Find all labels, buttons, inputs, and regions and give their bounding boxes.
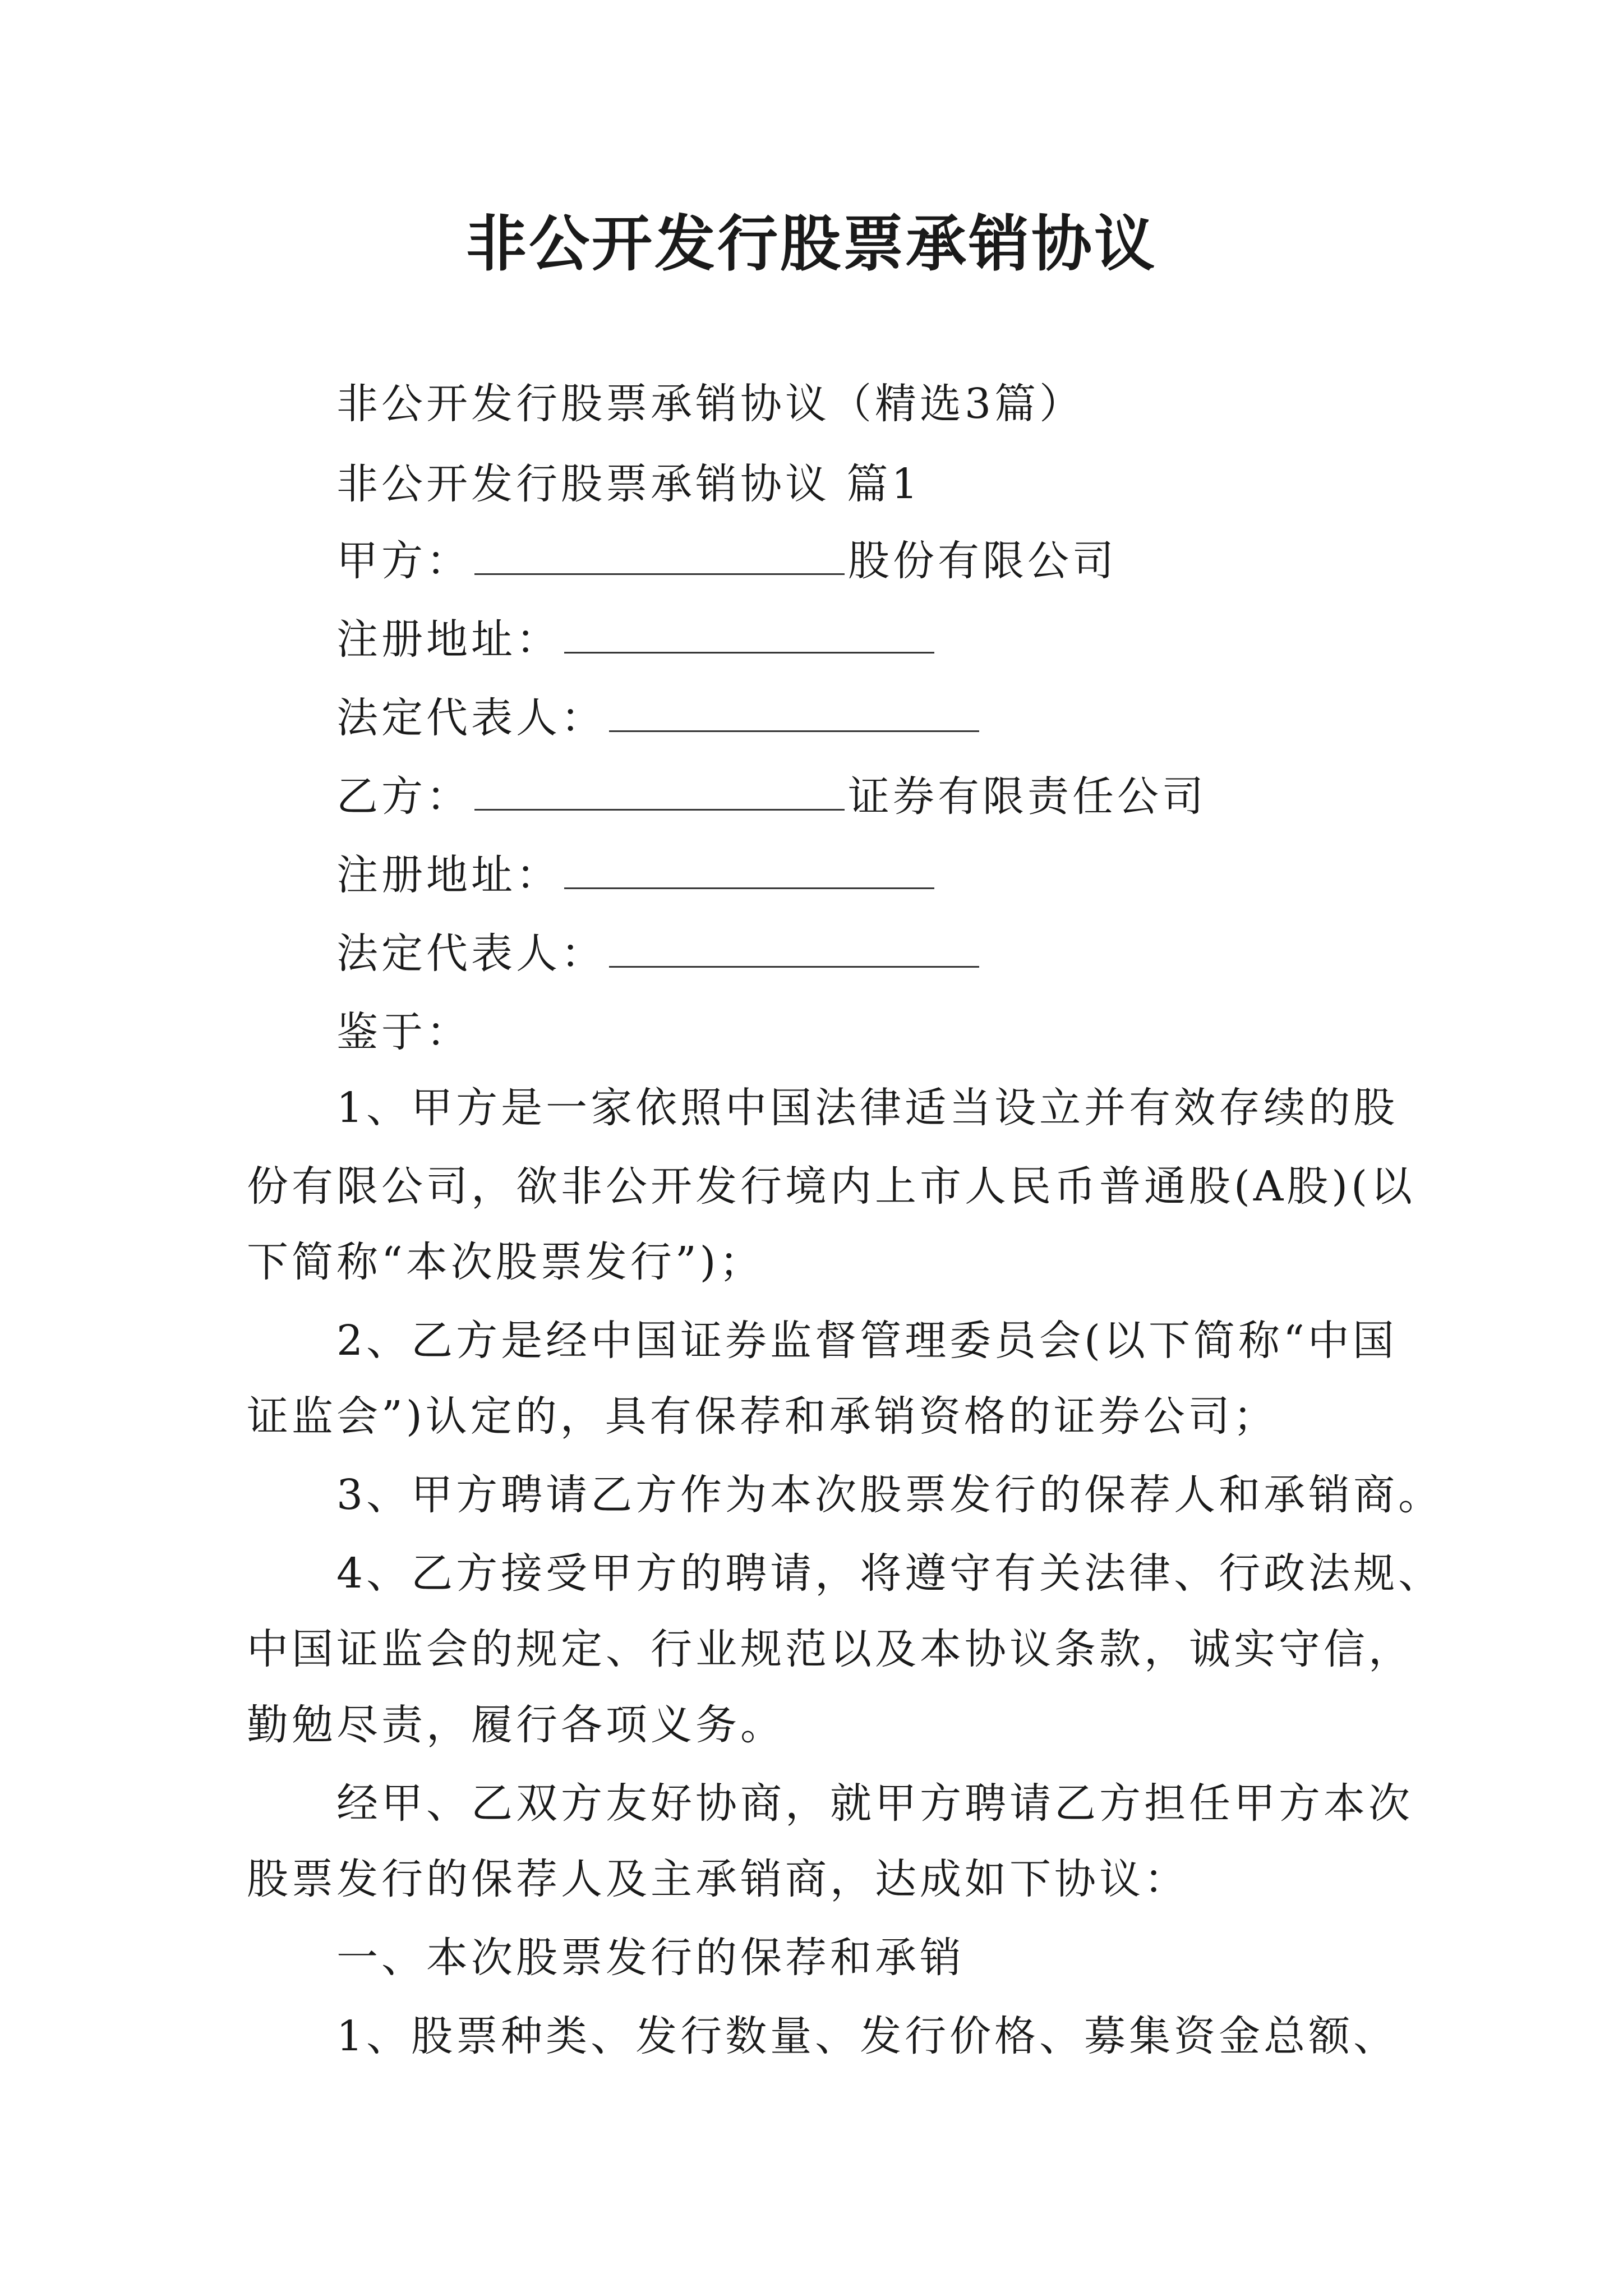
- party-b-line: [336, 766, 1207, 827]
- party-a-suffix: 股份有限公司: [848, 537, 1117, 585]
- section-heading: 非公开发行股票承销协议 篇1: [336, 460, 921, 508]
- paragraph-4-line-3: 勤勉尽责，履行各项义务。: [247, 1701, 785, 1749]
- reg-address-b-label: 注册地址：: [336, 851, 561, 899]
- legal-rep-b-label: 法定代表人：: [336, 930, 606, 978]
- legal-rep-a-blank: [609, 691, 979, 732]
- party-a-line: [336, 530, 1117, 592]
- legal-rep-b-blank: [609, 927, 979, 968]
- party-a-blank: [474, 534, 845, 575]
- party-b-label: 乙方：: [336, 772, 471, 821]
- paragraph-3-line-1: 3、甲方聘请乙方作为本次股票发行的保荐人和承销商。: [336, 1471, 1444, 1519]
- paragraph-2-line-2: 证监会”)认定的，具有保荐和承销资格的证券公司；: [247, 1392, 1278, 1441]
- paragraph-2-line-1: 2、乙方是经中国证券监督管理委员会(以下简称“中国: [336, 1317, 1398, 1365]
- paragraph-6-line-1: 1、股票种类、发行数量、发行价格、募集资金总额、: [336, 2012, 1399, 2060]
- reg-address-a-blank: [564, 613, 934, 654]
- party-b-blank: [474, 770, 845, 811]
- paragraph-4-line-2: 中国证监会的规定、行业规范以及本协议条款，诚实守信，: [247, 1625, 1413, 1673]
- paragraph-1-line-3: 下简称“本次股票发行”)；: [247, 1238, 764, 1286]
- reg-address-a-line: [336, 609, 938, 670]
- reg-address-a-label: 注册地址：: [336, 615, 561, 664]
- reg-address-b-blank: [564, 848, 934, 889]
- party-a-label: 甲方：: [336, 537, 471, 585]
- paragraph-5-line-2: 股票发行的保荐人及主承销商，达成如下协议：: [247, 1855, 1189, 1903]
- legal-rep-a-line: [336, 687, 983, 749]
- legal-rep-a-label: 法定代表人：: [336, 694, 606, 742]
- legal-rep-b-line: [336, 923, 983, 984]
- paragraph-1-line-2: 份有限公司，欲非公开发行境内上市人民币普通股(A股)(以: [247, 1162, 1416, 1211]
- document-subtitle: 非公开发行股票承销协议（精选3篇）: [336, 380, 1085, 428]
- reg-address-b-line: [336, 844, 938, 906]
- paragraph-1-line-1: 1、甲方是一家依照中国法律适当设立并有效存续的股: [336, 1084, 1399, 1132]
- paragraph-5-line-1: 经甲、乙双方友好协商，就甲方聘请乙方担任甲方本次: [336, 1779, 1413, 1828]
- document-title: 非公开发行股票承销协议: [465, 209, 1157, 279]
- whereas-label: 鉴于：: [336, 1008, 471, 1056]
- paragraph-4-line-1: 4、乙方接受甲方的聘请，将遵守有关法律、行政法规、: [336, 1549, 1444, 1598]
- heading-1: 一、本次股票发行的保荐和承销: [336, 1934, 965, 1982]
- party-b-suffix: 证券有限责任公司: [848, 772, 1207, 821]
